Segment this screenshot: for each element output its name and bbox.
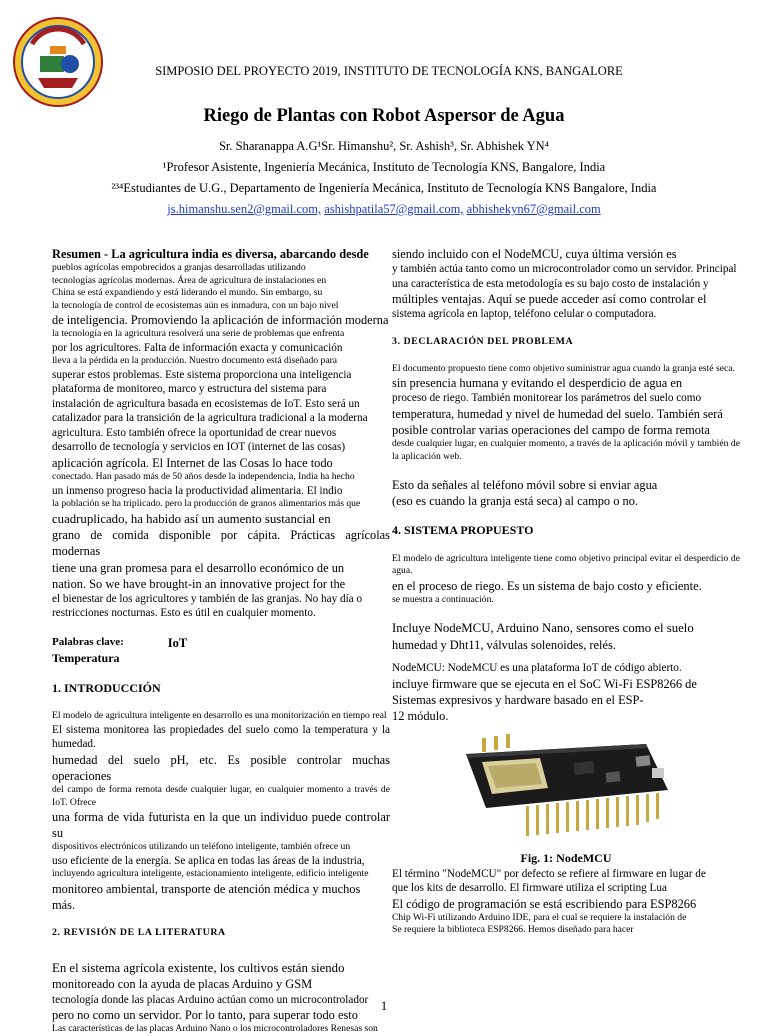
system-line: El modelo de agricultura inteligente tiene como objetivo principal evitar el desperdicio de agua. <box>392 552 740 577</box>
intro-line: dispositivos electrónicos utilizando un teléfono inteligente, también ofrece un <box>52 841 351 853</box>
section-heading-proposed-system: 4. SISTEMA PROPUESTO <box>392 523 534 538</box>
literature-line: pero no como un servidor. Por lo tanto, para superar todo esto <box>52 1008 358 1023</box>
literature-line: En el sistema agrícola existente, los cultivos están siendo <box>52 960 345 975</box>
abstract-line: catalizador para la transición de la agricultura tradicional a la moderna <box>52 412 368 425</box>
system-line: se muestra a continuación. <box>392 593 494 605</box>
nodemcu-figure <box>392 732 740 847</box>
literature-line: Las características de las placas Arduino Nano o los microcontroladores Renesas son <box>52 1023 378 1035</box>
abstract-line: tiene una gran promesa para el desarrollo económico de un <box>52 560 345 575</box>
problem-line: desde cualquier lugar, en cualquier momento, a través de la aplicación móvil y también de la aplicación web. <box>392 438 740 462</box>
problem-line: temperatura, humedad y nivel de humedad del suelo. También será <box>392 406 723 421</box>
figure-caption: Fig. 1: NodeMCU <box>520 850 612 865</box>
body-line: sistema agrícola en laptop, teléfono celular o computadora. <box>392 308 657 321</box>
body-line: y también actúa tanto como un microcontrolador como un servidor. Principal <box>392 263 737 276</box>
keywords-label: Palabras clave: <box>52 635 124 648</box>
problem-line: (eso es cuando la granja está seca) al campo o no. <box>392 494 638 509</box>
body-line: múltiples ventajas. Aquí se puede acceder así como controlar el <box>392 292 707 307</box>
intro-line: más. <box>52 897 76 912</box>
keyword: Temperatura <box>52 651 120 666</box>
left-column <box>52 246 390 1036</box>
section-heading-introduction: 1. INTRODUCCIÓN <box>52 680 161 695</box>
right-column <box>392 246 740 937</box>
abstract-first-line: Resumen - La agricultura india es diversa, abarcando desde <box>52 247 369 261</box>
abstract-line: China se está expandiendo y está liderando el mundo. Sin embargo, su <box>52 287 323 299</box>
abstract-line: un inmenso progreso hacia la productividad alimentaria. El indio <box>52 484 343 497</box>
intro-line: El sistema monitorea las propiedades del suelo como la temperatura y la humedad. <box>52 723 390 751</box>
after-figure-line: Chip Wi-Fi utilizando Arduino IDE, para el cual se requiere la instalación de <box>392 911 687 923</box>
abstract-line: pueblos agrícolas empobrecidos a granjas desarrolladas utilizando <box>52 262 306 274</box>
abstract-line: de inteligencia. Promoviendo la aplicación de información moderna <box>52 313 389 327</box>
author-list: Sr. Sharanappa A.G¹Sr. Himanshu², Sr. Ashish³, Sr. Abhishek YN⁴ <box>218 139 550 153</box>
intro-line: uso eficiente de la energía. Se aplica en todas las áreas de la industria, <box>52 854 365 867</box>
system-line: en el proceso de riego. Es un sistema de bajo costo y eficiente. <box>392 578 702 593</box>
body-line: una característica de esta metodología es su bajo costo de instalación y <box>392 277 709 290</box>
abstract-line: cuadruplicado, ha habido así un aumento sustancial en <box>52 511 331 526</box>
paper-title: Riego de Plantas con Robot Aspersor de Agua <box>203 106 565 126</box>
abstract-line: lleva a la pérdida en la producción. Nuestro documento está diseñado para <box>52 355 338 367</box>
keyword: IoT <box>167 635 188 650</box>
after-figure-line: Se requiere la biblioteca ESP8266. Hemos diseñado para hacer <box>392 924 634 936</box>
abstract-line: el bienestar de los agricultores y también de las granjas. No hay día o <box>52 592 363 605</box>
abstract-line: la tecnología de control de ecosistemas aún es inmadura, con un bajo nivel <box>52 299 339 311</box>
affiliation-2: ²³⁴Estudiantes de U.G., Departamento de Ingeniería Mecánica, Instituto de Tecnología KNS Bangalore, India <box>111 181 657 195</box>
problem-line: proceso de riego. También monitorear los parámetros del suelo como <box>392 392 702 405</box>
abstract-label: Resumen - <box>52 247 109 261</box>
abstract-line: aplicación agrícola. El Internet de las Cosas lo hace todo <box>52 456 333 470</box>
intro-line: del campo de forma remota desde cualquier lugar, en cualquier momento a través de IoT. Ofrece <box>52 784 390 808</box>
nodemcu-board-image <box>456 732 676 842</box>
abstract-line: agricultura. Esto también ofrece la oportunidad de crear nuevos <box>52 426 337 439</box>
abstract-line: conectado. Han pasado más de 50 años desde la independencia, India ha hecho <box>52 471 355 483</box>
nodemcu-line: NodeMCU: NodeMCU es una plataforma IoT de código abierto. <box>392 662 682 675</box>
email-link[interactable]: abhishekyn67@gmail.com <box>466 202 601 216</box>
problem-line: sin presencia humana y evitando el desperdicio de agua en <box>392 376 683 391</box>
institute-logo <box>12 16 104 108</box>
abstract-line: la población se ha triplicado. pero la producción de granos alimentarios más que <box>52 498 361 510</box>
email-link[interactable]: ashishpatila57@gmail.com, <box>324 202 464 216</box>
affiliation-1: ¹Profesor Asistente, Ingeniería Mecánica, Instituto de Tecnología KNS, Bangalore, India <box>162 160 606 174</box>
abstract-line: por los agricultores. Falta de información exacta y comunicación <box>52 341 343 354</box>
body-line: siendo incluido con el NodeMCU, cuya última versión es <box>392 247 677 261</box>
section-heading-literature: 2. REVISIÓN DE LA LITERATURA <box>52 927 226 939</box>
email-list <box>0 202 768 217</box>
literature-line: tecnología donde las placas Arduino actúan como un microcontrolador <box>52 993 369 1006</box>
nodemcu-line: Sistemas expresivos y hardware basado en el ESP- <box>392 692 644 707</box>
abstract-line: tecnologías agrícolas modernas. Área de agricultura de instalaciones en <box>52 274 327 286</box>
abstract-line: la tecnología en la agricultura resolverá una serie de problemas que enfrenta <box>52 328 345 340</box>
abstract-line: superar estos problemas. Este sistema proporciona una inteligencia <box>52 368 352 381</box>
abstract-line: nation. So we have brought-in an innovative project for the <box>52 576 346 591</box>
email-link[interactable]: js.himanshu.sen2@gmail.com, <box>167 202 322 216</box>
nodemcu-line: incluye firmware que se ejecuta en el SoC Wi-Fi ESP8266 de <box>392 676 697 691</box>
page-number: 1 <box>380 998 388 1013</box>
abstract-line: plataforma de monitoreo, marco y estructura del sistema para <box>52 383 327 396</box>
nodemcu-line: 12 módulo. <box>392 708 449 723</box>
intro-line: incluyendo agricultura inteligente, estacionamiento inteligente, edificio inteligente <box>52 868 369 880</box>
problem-line: El documento propuesto tiene como objetivo suministrar agua cuando la granja esté seca. <box>392 362 735 374</box>
abstract-line: grano de comida disponible por cápita. Prácticas agrícolas modernas <box>52 528 390 559</box>
keywords <box>52 635 390 651</box>
section-heading-problem: 3. DECLARACIÓN DEL PROBLEMA <box>392 335 574 347</box>
after-figure-line: El término "NodeMCU" por defecto se refiere al firmware en lugar de <box>392 867 706 880</box>
intro-line: monitoreo ambiental, transporte de atención médica y muchos <box>52 881 361 896</box>
after-figure-line: El código de programación se está escribiendo para ESP8266 <box>392 896 697 911</box>
abstract-line: desarrollo de tecnología y servicios en IOT (internet de las cosas) <box>52 441 346 454</box>
intro-line: una forma de vida futurista en la que un individuo puede controlar su <box>52 810 390 841</box>
intro-line: humedad del suelo pH, etc. Es posible controlar muchas operaciones <box>52 752 390 784</box>
conference-header: SIMPOSIO DEL PROYECTO 2019, INSTITUTO DE TECNOLOGÍA KNS, BANGALORE <box>155 64 623 78</box>
components-line: Incluye NodeMCU, Arduino Nano, sensores como el suelo <box>392 621 694 636</box>
abstract-line: instalación de agricultura basada en ecosistemas de IoT. Esto será un <box>52 397 360 410</box>
literature-line: monitoreado con la ayuda de placas Arduino y GSM <box>52 977 313 992</box>
abstract-line: restricciones nocturnas. Esto es útil en cualquier momento. <box>52 607 316 620</box>
intro-line: El modelo de agricultura inteligente en desarrollo es una monitorización en tiempo real <box>52 710 387 722</box>
components-line: humedad y Dht11, válvulas solenoides, relés. <box>392 638 616 653</box>
after-figure-line: que los kits de desarrollo. El firmware utiliza el scripting Lua <box>392 882 667 895</box>
problem-line: Esto da señales al teléfono móvil sobre si enviar agua <box>392 478 658 493</box>
problem-line: posible controlar varias operaciones del campo de forma remota <box>392 422 710 437</box>
